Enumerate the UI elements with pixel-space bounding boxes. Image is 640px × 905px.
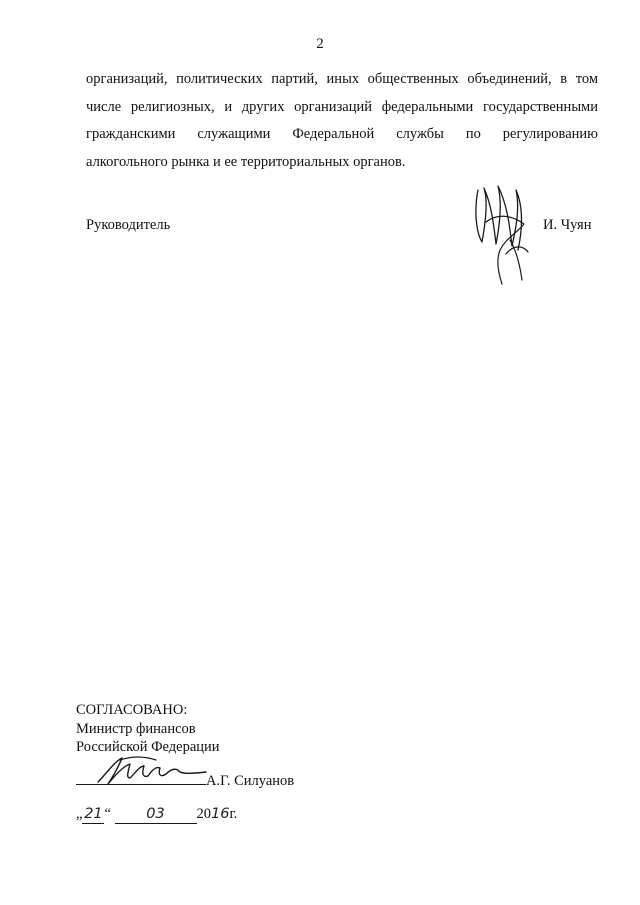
date-day: 21 (84, 806, 103, 822)
approval-block (76, 701, 220, 757)
head-signature-icon (466, 180, 538, 288)
head-name: И. Чуян (543, 217, 592, 233)
approver-name: А.Г. Силуанов (206, 773, 295, 789)
head-title: Руководитель (86, 217, 171, 233)
approver-sign-line (76, 770, 374, 790)
date-close-quote: “ (104, 806, 111, 822)
body-line-4: алкогольного рынка и ее территориальных органов. (86, 153, 406, 170)
approval-heading: СОГЛАСОВАНО: (76, 702, 188, 718)
body-text (86, 66, 598, 176)
approval-date (76, 806, 237, 824)
signature-underline (76, 770, 206, 785)
body-line-1: организаций, политических партий, иных общественных объединений, в том (86, 71, 598, 87)
date-open-quote: „ (76, 806, 83, 822)
body-line-2: числе религиозных, и других организаций федеральными государственными (86, 98, 598, 115)
date-month: 03 (146, 806, 165, 822)
approver-position-2: Российской Федерации (76, 739, 220, 755)
approver-position-1: Министр финансов (76, 720, 196, 737)
body-line-3: гражданскими служащими Федеральной службы по регулированию (86, 126, 598, 142)
date-year-suffix: 16 (211, 806, 230, 822)
date-year-prefix: 20 (196, 806, 211, 822)
page-number: 2 (316, 36, 324, 52)
date-year-tail: г. (229, 806, 238, 822)
